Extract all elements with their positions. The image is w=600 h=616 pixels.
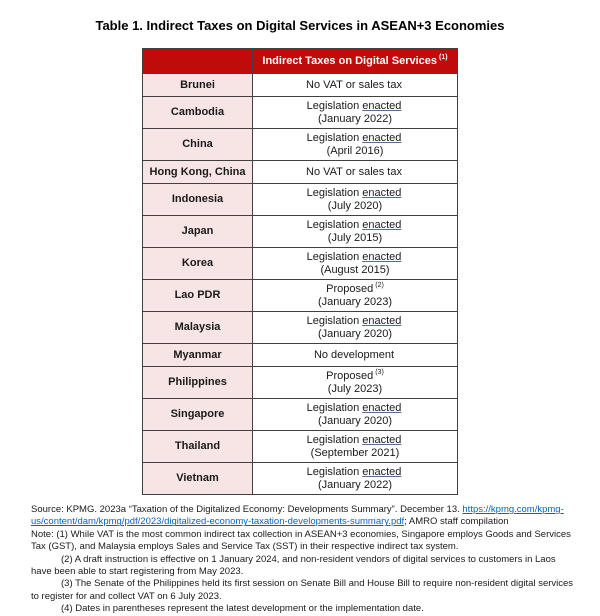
status-date: (July 2020) xyxy=(327,199,383,212)
enacted-link[interactable]: enacted xyxy=(362,315,402,327)
economy-cell: Hong Kong, China xyxy=(143,161,253,184)
status-text: Legislation xyxy=(306,434,363,446)
status-text: Legislation xyxy=(306,219,363,231)
status-date: (August 2015) xyxy=(320,263,390,276)
status-text: No VAT or sales tax xyxy=(306,78,402,91)
status-cell xyxy=(253,399,458,431)
table-row-thailand xyxy=(143,431,458,463)
status-date: (July 2015) xyxy=(327,231,383,244)
table-row-philippines xyxy=(143,367,458,399)
header-label: Indirect Taxes on Digital Services xyxy=(262,54,438,67)
table-row-hong-kong xyxy=(143,161,458,184)
status-date: (January 2020) xyxy=(318,414,392,427)
page-title: Table 1. Indirect Taxes on Digital Services in ASEAN+3 Economies xyxy=(95,18,505,33)
status-cell xyxy=(253,248,458,280)
status-text: Legislation xyxy=(306,251,363,263)
status-date: (January 2023) xyxy=(318,295,392,308)
status-text: Legislation xyxy=(306,187,363,199)
economy-cell: Brunei xyxy=(143,74,253,97)
table-row-indonesia xyxy=(143,184,458,216)
status-date: (September 2021) xyxy=(310,446,400,459)
status-date: (January 2022) xyxy=(318,112,392,125)
status-cell xyxy=(253,161,458,184)
header-row xyxy=(143,49,458,74)
status-cell xyxy=(253,184,458,216)
header-economy-cell xyxy=(143,49,253,74)
economy-cell: Thailand xyxy=(143,431,253,463)
status-text: No development xyxy=(313,348,395,361)
status-text: Legislation xyxy=(306,315,363,327)
status-text: Legislation xyxy=(306,402,363,414)
status-date: (April 2016) xyxy=(326,144,384,157)
economy-cell: Myanmar xyxy=(143,344,253,367)
footnote-ref: (2) xyxy=(375,282,384,290)
table-row-vietnam xyxy=(143,463,458,495)
status-cell xyxy=(253,97,458,129)
tax-table xyxy=(142,48,458,495)
economy-cell: Vietnam xyxy=(143,463,253,495)
table-row-cambodia xyxy=(143,97,458,129)
source-suffix: ; AMRO staff compilation xyxy=(404,516,509,528)
note-2: (2) A draft instruction is effective on 1 January 2024, and non-resident vendors of digital services to customers in Laos have been able to start registering from May 2023. xyxy=(31,553,556,578)
table-row-korea xyxy=(143,248,458,280)
source-text: Source: KPMG. 2023a “Taxation of the Digitalized Economy: Developments Summary”. December 13. xyxy=(31,504,463,515)
status-text: Legislation xyxy=(306,132,363,144)
status-text: Proposed xyxy=(326,283,374,295)
status-cell xyxy=(253,367,458,399)
header-status-cell xyxy=(253,49,458,74)
enacted-link[interactable]: enacted xyxy=(362,100,402,112)
table-row-japan xyxy=(143,216,458,248)
economy-cell: Japan xyxy=(143,216,253,248)
table-row-brunei xyxy=(143,74,458,97)
note-4: (4) Dates in parentheses represent the latest development or the implementation date. xyxy=(61,603,424,615)
status-text: Legislation xyxy=(306,466,363,478)
footnote-ref-1: (1) xyxy=(439,54,448,62)
economy-cell: Cambodia xyxy=(143,97,253,129)
economy-cell: Korea xyxy=(143,248,253,280)
status-cell xyxy=(253,216,458,248)
status-date: (January 2020) xyxy=(318,327,392,340)
table-row-singapore xyxy=(143,399,458,431)
status-text: Proposed xyxy=(326,370,374,382)
note-1: Note: (1) While VAT is the most common indirect tax collection in ASEAN+3 economies, Singapore employs Goods and Services Tax (GST), and Malaysia employs Sales and Service Tax (SST) in their respective indirect tax system. xyxy=(31,528,571,553)
source-line xyxy=(31,504,574,529)
status-cell xyxy=(253,312,458,344)
status-cell xyxy=(253,129,458,161)
enacted-link[interactable]: enacted xyxy=(362,187,402,199)
status-cell xyxy=(253,74,458,97)
table-row-lao-pdr xyxy=(143,280,458,312)
table-row-malaysia xyxy=(143,312,458,344)
economy-cell: Singapore xyxy=(143,399,253,431)
status-date: (January 2022) xyxy=(318,478,392,491)
economy-cell: Lao PDR xyxy=(143,280,253,312)
status-text: No VAT or sales tax xyxy=(306,165,402,178)
status-cell xyxy=(253,280,458,312)
enacted-link[interactable]: enacted xyxy=(362,434,402,446)
enacted-link[interactable]: enacted xyxy=(362,402,402,414)
status-date: (July 2023) xyxy=(327,382,383,395)
enacted-link[interactable]: enacted xyxy=(362,251,402,263)
footer-notes xyxy=(31,504,574,616)
status-cell xyxy=(253,344,458,367)
enacted-link[interactable]: enacted xyxy=(362,466,402,478)
table-row-china xyxy=(143,129,458,161)
status-text: Legislation xyxy=(306,100,363,112)
status-cell xyxy=(253,463,458,495)
economy-cell: Indonesia xyxy=(143,184,253,216)
enacted-link[interactable]: enacted xyxy=(362,219,402,231)
economy-cell: Malaysia xyxy=(143,312,253,344)
economy-cell: China xyxy=(143,129,253,161)
table-row-myanmar xyxy=(143,344,458,367)
source-link[interactable]: https://kpmg.com/kpmg-us/content/dam/kpmg/pdf/2023/digitalized-economy-taxation-developments-summary.pdf xyxy=(31,504,564,528)
enacted-link[interactable]: enacted xyxy=(362,132,402,144)
economy-cell: Philippines xyxy=(143,367,253,399)
footnote-ref: (3) xyxy=(375,369,384,377)
status-cell xyxy=(253,431,458,463)
note-3: (3) The Senate of the Philippines held its first session on Senate Bill and House Bill to require non-resident digital services to register for and collect VAT on 6 July 2023. xyxy=(31,578,574,602)
